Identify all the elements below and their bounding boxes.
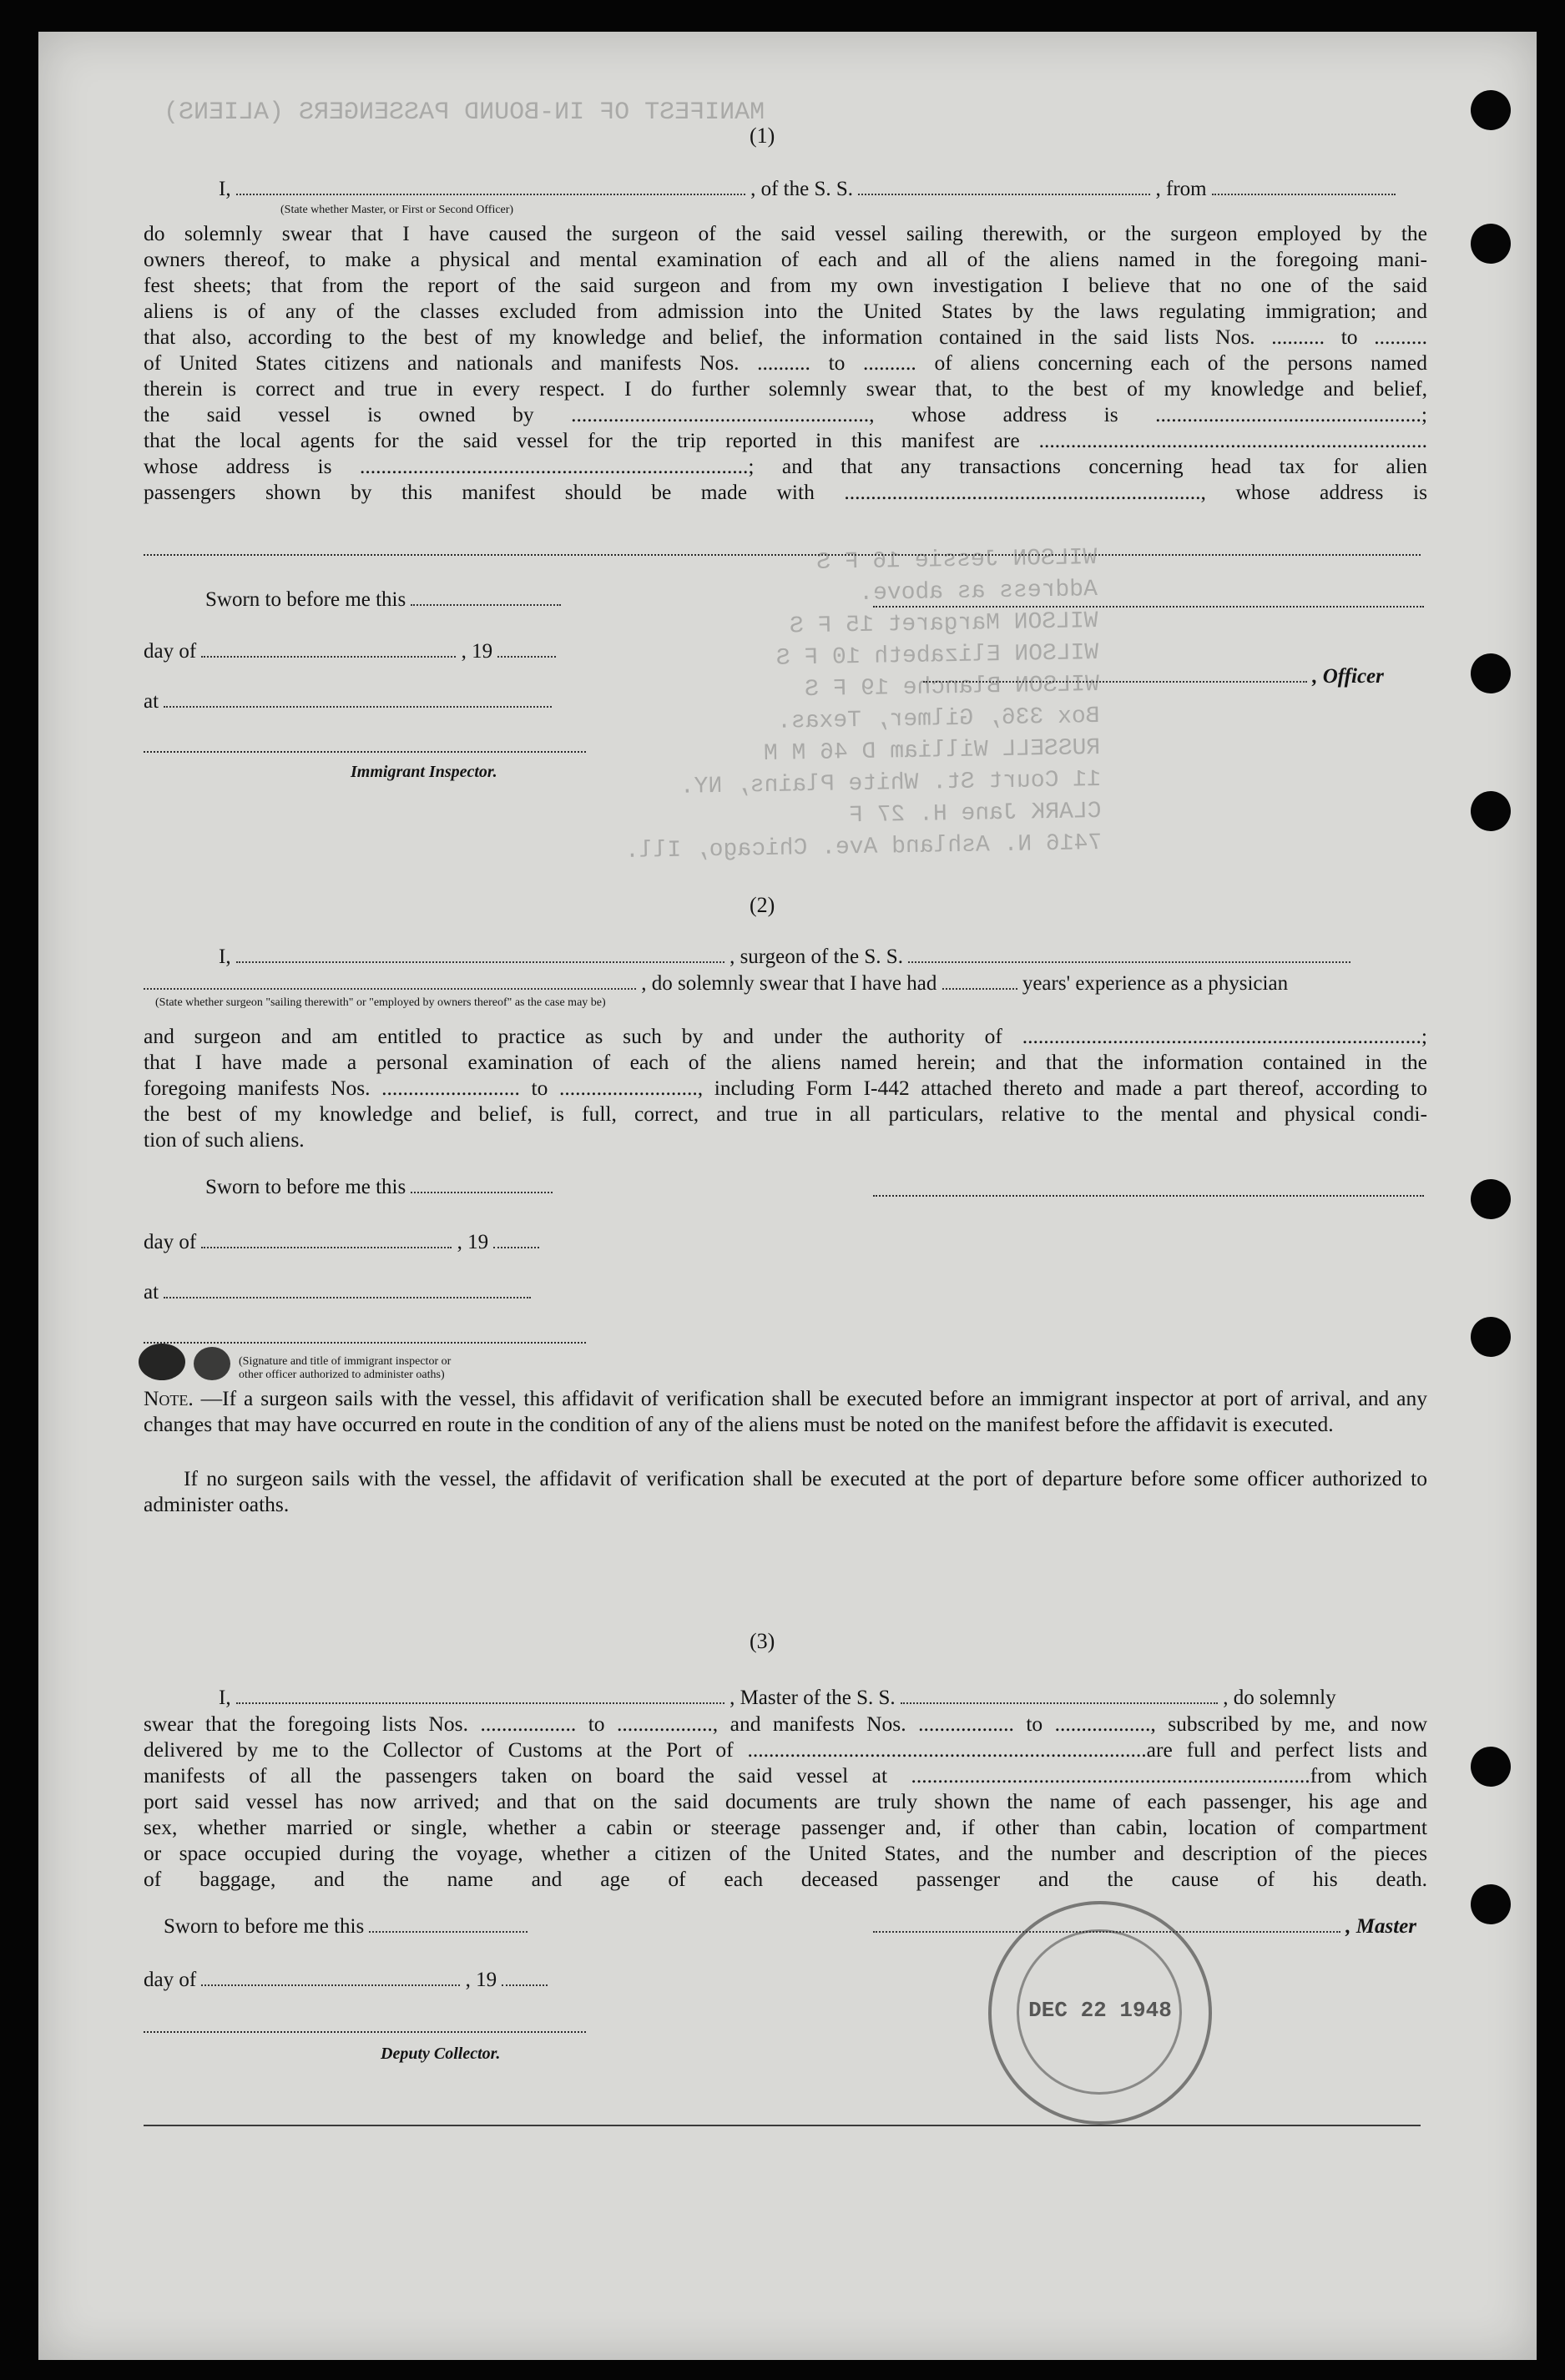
section-1-title: (1) bbox=[750, 124, 775, 148]
blank-field bbox=[201, 1966, 460, 1986]
label-of-ss: , of the S. S. bbox=[750, 178, 854, 200]
oath-label-i: I, bbox=[219, 178, 231, 200]
master-oath-line bbox=[219, 1684, 1336, 1712]
para-line: owners thereof, to make a physical and mental examination of each and all of the aliens named in the foregoing mani- bbox=[144, 247, 1427, 271]
note-text: If no surgeon sails with the vessel, the affidavit of verification shall be executed at the port of departure before some officer authorized to administer oaths. bbox=[144, 1466, 1427, 1516]
section-1-paragraph bbox=[144, 220, 1427, 505]
section-2-paragraph bbox=[144, 1023, 1427, 1152]
punch-hole bbox=[1471, 90, 1511, 130]
sworn-label: Sworn to before me this bbox=[164, 1915, 365, 1938]
ink-smudge bbox=[139, 1344, 185, 1380]
blank-field bbox=[236, 1684, 724, 1704]
blank-field bbox=[502, 1966, 548, 1986]
signature-caption: other officer authorized to administer oaths) bbox=[239, 1369, 445, 1381]
ghost-line: RUSSELL William D 46 M M bbox=[763, 735, 1101, 768]
para-line: and surgeon and am entitled to practice as such by and under the authority of ...........................................................................; bbox=[144, 1024, 1427, 1048]
surgeon-oath-line bbox=[219, 943, 1350, 971]
blank-field bbox=[201, 638, 456, 658]
para-line: manifests of all the passengers taken on board the said vessel at ...........................................................................from which bbox=[144, 1763, 1427, 1788]
sworn-label: Sworn to before me this bbox=[205, 1176, 406, 1198]
blank-field bbox=[236, 943, 724, 963]
bleed-through-text bbox=[620, 545, 1103, 870]
years-experience-label: years' experience as a physician bbox=[1022, 972, 1289, 995]
para-line: of United States citizens and nationals and manifests Nos. .......... to .......... of aliens concerning each of the persons named bbox=[144, 350, 1427, 375]
punch-hole bbox=[1471, 791, 1511, 831]
ghost-line: 11 Court St. White Plains, NY. bbox=[679, 767, 1102, 800]
sworn-label: Sworn to before me this bbox=[205, 588, 406, 611]
para-line: or space occupied during the voyage, whether a citizen of the United States, and the number and description of the pieces bbox=[144, 1841, 1427, 1865]
para-line: the said vessel is owned by ........................................................, whose address is ..................................................; bbox=[144, 402, 1427, 426]
ghost-line: WILSON Elizabeth 10 F S bbox=[775, 640, 1099, 672]
ghost-line: Address as above. bbox=[858, 577, 1098, 608]
sworn-line bbox=[164, 1913, 528, 1940]
signature-line bbox=[144, 1342, 586, 1344]
para-line: sex, whether married or single, whether a cabin or steerage passenger and, if other than cabin, location of compartment bbox=[144, 1815, 1427, 1839]
blank-field bbox=[369, 1913, 528, 1933]
blank-field bbox=[858, 175, 1150, 195]
solemnly-label: , do solemnly bbox=[1223, 1687, 1336, 1709]
para-line: fest sheets; that from the report of the said surgeon and from my own investigation I believe that no one of the said bbox=[144, 273, 1427, 297]
ghost-line: WILSON Blanche 19 F S bbox=[804, 672, 1100, 703]
ink-smudge bbox=[194, 1347, 230, 1380]
note-text: —If a surgeon sails with the vessel, this affidavit of verification shall be executed before an immigrant inspector at port of arrival, and any changes that may have occurred en route in the condition of any of the aliens must be noted on the manifest before the affidavit is executed. bbox=[144, 1386, 1428, 1436]
signature-line bbox=[873, 606, 1424, 608]
para-line: passengers shown by this manifest should be made with ..................................................................., whose address is bbox=[144, 480, 1427, 504]
swear-had-label: , do solemnly swear that I have had bbox=[641, 972, 937, 995]
blank-field bbox=[1212, 175, 1396, 195]
blank-field bbox=[411, 586, 561, 606]
bleed-through-header bbox=[164, 98, 765, 127]
blank-field bbox=[236, 175, 745, 195]
ghost-header-line: MANIFEST OF IN-BOUND PASSENGERS (ALIENS) bbox=[164, 98, 765, 127]
signature-line bbox=[144, 554, 1421, 556]
date-stamp bbox=[988, 1901, 1212, 2125]
punch-hole bbox=[1471, 1747, 1511, 1787]
blank-field bbox=[908, 943, 1350, 963]
signature-line bbox=[144, 751, 586, 753]
officer-label: , Officer bbox=[1312, 665, 1384, 688]
para-line: tion of such aliens. bbox=[144, 1127, 305, 1152]
year-label: , 19 bbox=[457, 1231, 489, 1253]
punch-hole bbox=[1471, 1884, 1511, 1924]
day-of-label: day of bbox=[144, 640, 197, 663]
note-paragraph bbox=[144, 1385, 1427, 1437]
bottom-rule bbox=[144, 2125, 1421, 2126]
day-of-label: day of bbox=[144, 1969, 197, 1991]
signature-line bbox=[873, 1195, 1424, 1197]
manifest-page bbox=[38, 32, 1537, 2360]
blank-field bbox=[497, 638, 556, 658]
blank-field bbox=[411, 1173, 553, 1193]
signature-line bbox=[144, 2031, 586, 2033]
surgeon-experience-line bbox=[144, 970, 1288, 997]
ghost-line: WILSON Margaret 15 F S bbox=[789, 608, 1098, 640]
para-line: delivered by me to the Collector of Customs at the Port of ...........................................................................are full and perfect lists and bbox=[144, 1737, 1427, 1762]
blank-field bbox=[164, 1278, 531, 1298]
at-line bbox=[144, 1278, 531, 1306]
para-line: aliens is of any of the classes excluded from admission into the United States by the laws regulating immigration; and bbox=[144, 299, 1427, 323]
blank-field bbox=[923, 663, 1307, 683]
blank-field bbox=[942, 970, 1017, 990]
section-3-title: (3) bbox=[750, 1629, 775, 1653]
oath-label-i: I, bbox=[219, 945, 231, 968]
para-line: that the local agents for the said vessel for the trip reported in this manifest are ......................................................................... bbox=[144, 428, 1427, 452]
day-of-label: day of bbox=[144, 1231, 197, 1253]
at-label: at bbox=[144, 690, 159, 713]
note-label: Note. bbox=[144, 1386, 194, 1410]
blank-field bbox=[901, 1684, 1218, 1704]
label-surgeon-of-ss: , surgeon of the S. S. bbox=[729, 945, 903, 968]
para-line: the best of my knowledge and belief, is full, correct, and true in all particulars, relative to the mental and physical condi- bbox=[144, 1102, 1427, 1126]
year-label: , 19 bbox=[461, 640, 493, 663]
blank-field bbox=[164, 688, 552, 708]
year-label: , 19 bbox=[465, 1969, 497, 1991]
master-oath-line bbox=[219, 175, 1396, 203]
para-line: port said vessel has now arrived; and that on the said documents are truly shown the name of each passenger, his age and bbox=[144, 1789, 1427, 1813]
blank-field bbox=[144, 970, 636, 990]
label-master-of-ss: , Master of the S. S. bbox=[729, 1687, 896, 1709]
day-of-line bbox=[144, 638, 556, 665]
note-paragraph bbox=[144, 1465, 1427, 1517]
day-of-line bbox=[144, 1966, 548, 1994]
at-line bbox=[144, 688, 552, 715]
officer-sign-line bbox=[923, 663, 1384, 690]
master-label: , Master bbox=[1345, 1915, 1416, 1938]
ghost-line: Box 336, Gilmer, Texas. bbox=[776, 703, 1100, 735]
date-stamp-text: DEC 22 1948 bbox=[1028, 1998, 1172, 2023]
para-line: of baggage, and the name and age of each deceased passenger and the cause of his death. bbox=[144, 1867, 1427, 1891]
sworn-line bbox=[205, 586, 561, 613]
oath-label-i: I, bbox=[219, 1687, 231, 1709]
para-line: therein is correct and true in every respect. I do further solemnly swear that, to the best of my knowledge and belief, bbox=[144, 376, 1427, 401]
para-line: whose address is .........................................................................; and that any transactions concerning head tax for alien bbox=[144, 454, 1427, 478]
officer-caption: (State whether Master, or First or Second Officer) bbox=[280, 204, 514, 216]
punch-hole bbox=[1471, 1179, 1511, 1219]
ghost-line: CLARK Jane H. 27 F bbox=[848, 798, 1102, 829]
para-line: that I have made a personal examination of each of the aliens named herein; and that the information contained in the bbox=[144, 1050, 1427, 1074]
para-line: swear that the foregoing lists Nos. .................. to .................., and manifests Nos. .................. to .................., subscribed by me, and now bbox=[144, 1712, 1427, 1736]
blank-field bbox=[201, 1228, 452, 1248]
para-line: do solemnly swear that I have caused the surgeon of the said vessel sailing therewith, or the surgeon employed by the bbox=[144, 221, 1427, 245]
deputy-collector-caption: Deputy Collector. bbox=[381, 2045, 501, 2063]
para-line: that also, according to the best of my knowledge and belief, the information contained in the said lists Nos. .......... to .......... bbox=[144, 325, 1427, 349]
sworn-line bbox=[205, 1173, 553, 1201]
signature-caption: (Signature and title of immigrant inspector or bbox=[239, 1355, 452, 1368]
section-3-paragraph bbox=[144, 1711, 1427, 1892]
punch-hole bbox=[1471, 653, 1511, 693]
punch-hole bbox=[1471, 224, 1511, 264]
label-from: , from bbox=[1155, 178, 1207, 200]
day-of-line bbox=[144, 1228, 539, 1256]
ghost-line: WILSON Jessie 16 F S bbox=[815, 545, 1098, 576]
immigrant-inspector-caption: Immigrant Inspector. bbox=[351, 763, 497, 781]
blank-field bbox=[493, 1228, 539, 1248]
punch-hole bbox=[1471, 1317, 1511, 1357]
at-label: at bbox=[144, 1281, 159, 1303]
para-line: foregoing manifests Nos. .......................... to .........................., including Form I-442 attached thereto and made a part thereof, according to bbox=[144, 1076, 1427, 1100]
section-2-title: (2) bbox=[750, 893, 775, 917]
ghost-line: 7416 N. Ashland Ave. Chicago, Ill. bbox=[624, 829, 1103, 865]
surgeon-caption: (State whether surgeon "sailing therewith" or "employed by owners thereof" as the case may be) bbox=[155, 996, 606, 1009]
